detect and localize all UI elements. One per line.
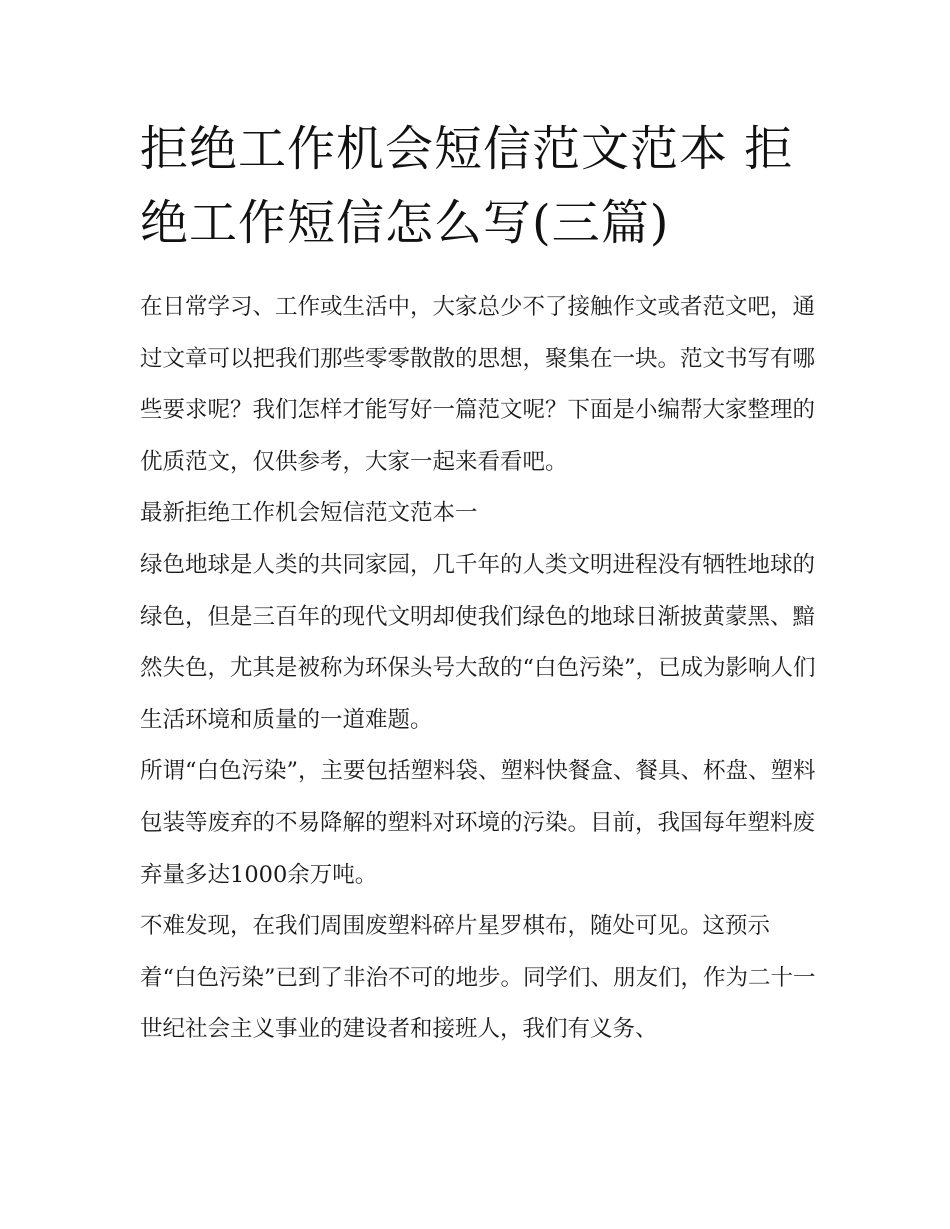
document-page — [140, 112, 820, 1056]
document-title: 拒绝工作机会短信范文范本 拒绝工作短信怎么写(三篇) — [140, 121, 794, 251]
body-paragraph-3: 不难发现，在我们周围废塑料碎片星罗棋布，随处可见。这预示着“白色污染”已到了非治不可的地步。同学们、朋友们，作为二十一世纪社会主义事业的建设者和接班人，我们有义务、 — [140, 913, 816, 1043]
body-paragraph-1: 绿色地球是人类的共同家园，几千年的人类文明进程没有牺牲地球的绿色，但是三百年的现代文明却使我们绿色的地球日渐披黄蒙黑、黯然失色，尤其是被称为环保头号大敌的“白色污染”，已成为影响人们生活环境和质量的一道难题。 — [140, 551, 816, 733]
intro-paragraph: 在日常学习、工作或生活中，大家总少不了接触作文或者范文吧，通过文章可以把我们那些零零散散的思想，聚集在一块。范文书写有哪些要求呢？我们怎样才能写好一篇范文呢？下面是小编帮大家整理的优质范文，仅供参考，大家一起来看看吧。 — [140, 294, 816, 475]
section-heading: 最新拒绝工作机会短信范文范本一 — [140, 500, 478, 527]
body-paragraph-2: 所谓“白色污染”，主要包括塑料袋、塑料快餐盒、餐具、杯盘、塑料包装等废弃的不易降解的塑料对环境的污染。目前，我国每年塑料废弃量多达1000余万吨。 — [140, 758, 816, 888]
document-body — [140, 282, 820, 1056]
